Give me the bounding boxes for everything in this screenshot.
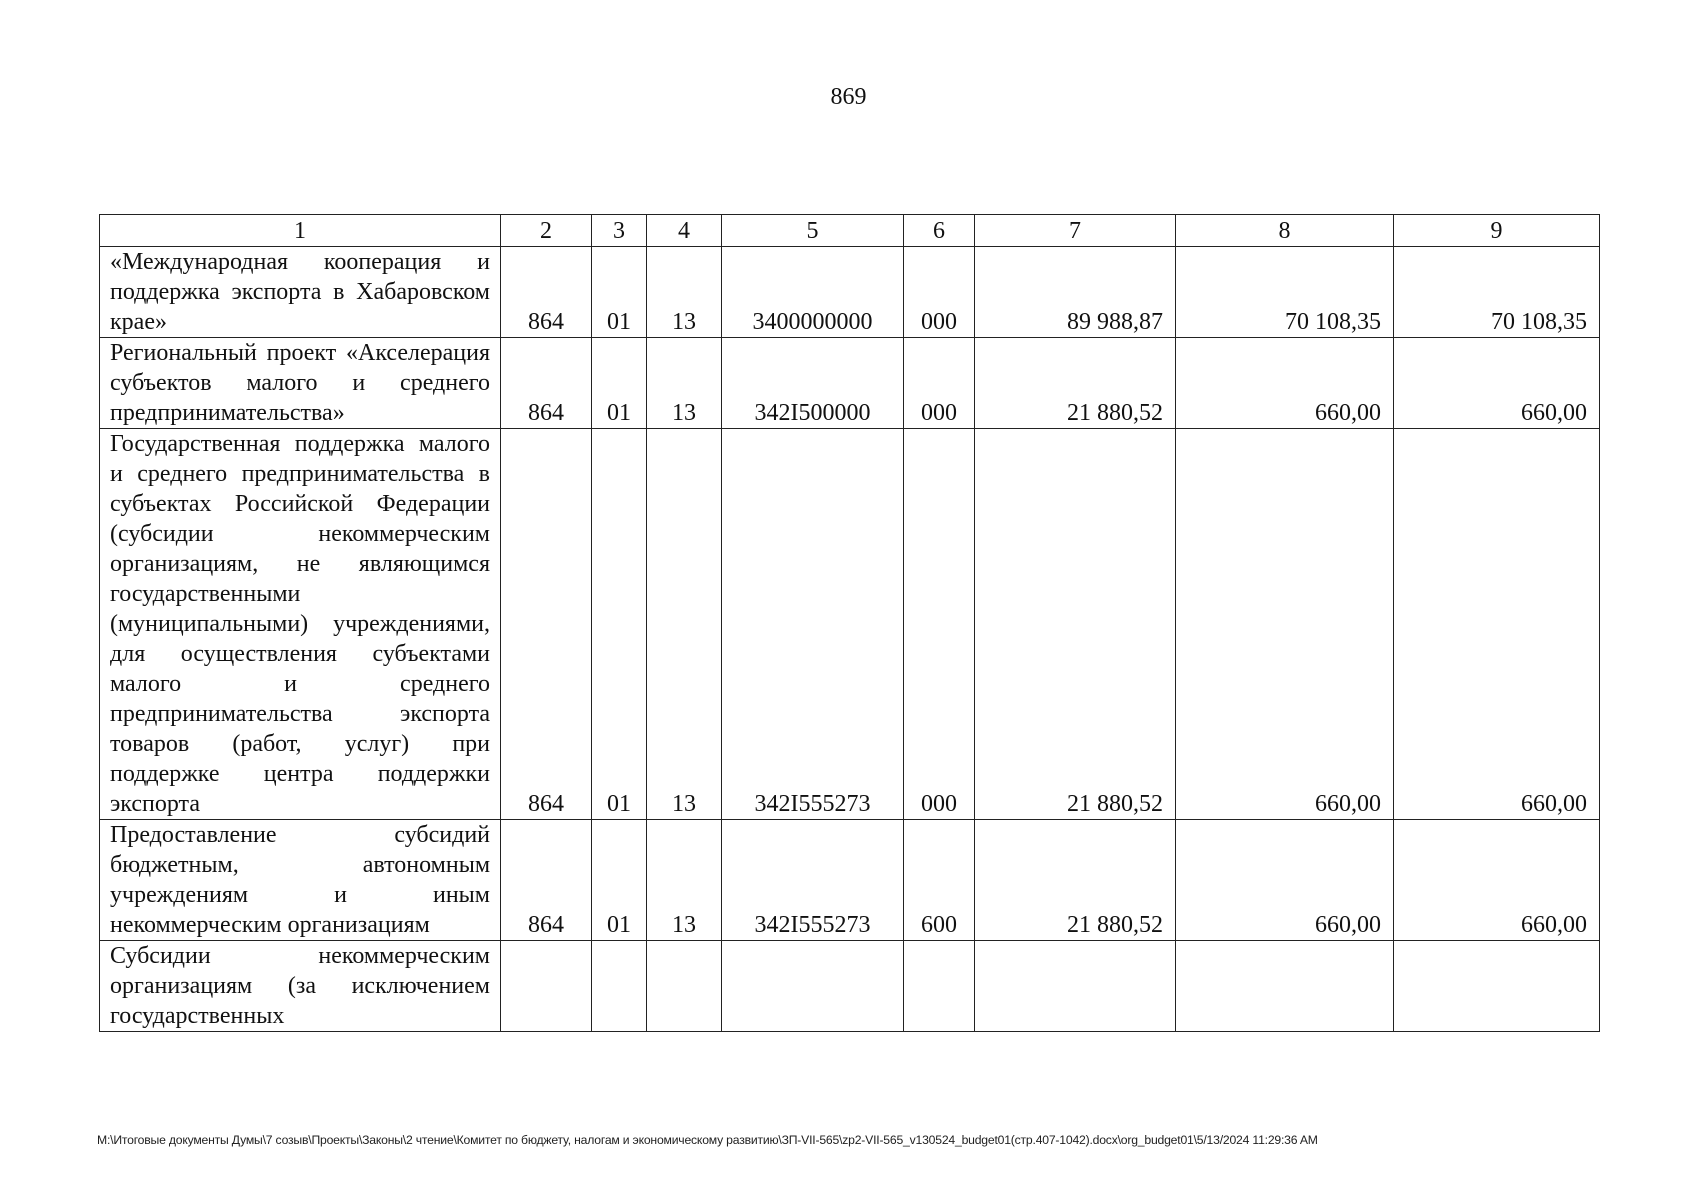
row-name: Государственная поддержка малого и среднего предпринимательства в субъектах Российской Федерации (субсидии некоммерческим организациям, не являющимся государственными (муниципальными) учреждениями, для осуществления субъектами малого и среднего предпринимательства экспорта товаров (работ, услуг) при поддержке центра поддержки экспорта bbox=[100, 429, 501, 820]
cell-amount: 660,00 bbox=[1176, 338, 1394, 429]
row-name: Региональный проект «Акселерация субъектов малого и среднего предпринимательства» bbox=[100, 338, 501, 429]
cell-code: 342I555273 bbox=[722, 820, 904, 941]
column-header: 1 bbox=[100, 215, 501, 247]
budget-table bbox=[99, 214, 1600, 1032]
column-header: 3 bbox=[592, 215, 647, 247]
cell-code: 864 bbox=[501, 820, 592, 941]
table-row bbox=[100, 247, 1600, 338]
cell-code: 01 bbox=[592, 338, 647, 429]
column-header: 7 bbox=[975, 215, 1176, 247]
cell-empty bbox=[1394, 941, 1600, 1032]
cell-code: 864 bbox=[501, 247, 592, 338]
cell-code: 13 bbox=[647, 429, 722, 820]
row-name: Субсидии некоммерческим организациям (за исключением государственных bbox=[100, 941, 501, 1032]
column-header: 8 bbox=[1176, 215, 1394, 247]
footer-file-path: M:\Итоговые документы Думы\7 созыв\Проекты\Законы\2 чтение\Комитет по бюджету, налогам и экономическому развитию\ЗП-VII-565\zp2-VII-565_v130524_budget01(стр.407-1042).docx\org_budget01\5/13/2024 11:29:36 AM bbox=[97, 1133, 1318, 1147]
cell-code: 13 bbox=[647, 338, 722, 429]
cell-code: 600 bbox=[904, 820, 975, 941]
cell-code: 3400000000 bbox=[722, 247, 904, 338]
cell-code: 01 bbox=[592, 820, 647, 941]
cell-code: 000 bbox=[904, 338, 975, 429]
column-header: 4 bbox=[647, 215, 722, 247]
cell-empty bbox=[904, 941, 975, 1032]
cell-amount: 70 108,35 bbox=[1176, 247, 1394, 338]
cell-code: 864 bbox=[501, 429, 592, 820]
cell-code: 342I500000 bbox=[722, 338, 904, 429]
table-row bbox=[100, 429, 1600, 820]
cell-code: 000 bbox=[904, 247, 975, 338]
cell-empty bbox=[501, 941, 592, 1032]
column-number-row bbox=[100, 215, 1600, 247]
column-header: 9 bbox=[1394, 215, 1600, 247]
cell-code: 01 bbox=[592, 429, 647, 820]
column-header: 5 bbox=[722, 215, 904, 247]
cell-code: 000 bbox=[904, 429, 975, 820]
cell-amount: 660,00 bbox=[1394, 820, 1600, 941]
cell-amount: 21 880,52 bbox=[975, 820, 1176, 941]
cell-amount: 70 108,35 bbox=[1394, 247, 1600, 338]
column-header: 6 bbox=[904, 215, 975, 247]
cell-amount: 21 880,52 bbox=[975, 429, 1176, 820]
cell-amount: 21 880,52 bbox=[975, 338, 1176, 429]
cell-amount: 660,00 bbox=[1394, 338, 1600, 429]
cell-empty bbox=[592, 941, 647, 1032]
cell-amount: 89 988,87 bbox=[975, 247, 1176, 338]
cell-empty bbox=[975, 941, 1176, 1032]
cell-empty bbox=[1176, 941, 1394, 1032]
row-name: Предоставление субсидий бюджетным, автономным учреждениям и иным некоммерческим организациям bbox=[100, 820, 501, 941]
cell-code: 01 bbox=[592, 247, 647, 338]
cell-amount: 660,00 bbox=[1394, 429, 1600, 820]
table-row bbox=[100, 941, 1600, 1032]
cell-code: 342I555273 bbox=[722, 429, 904, 820]
cell-code: 13 bbox=[647, 247, 722, 338]
column-header: 2 bbox=[501, 215, 592, 247]
cell-empty bbox=[722, 941, 904, 1032]
row-name: «Международная кооперация и поддержка экспорта в Хабаровском крае» bbox=[100, 247, 501, 338]
cell-empty bbox=[647, 941, 722, 1032]
page-number: 869 bbox=[830, 84, 867, 110]
table-row bbox=[100, 338, 1600, 429]
table-row bbox=[100, 820, 1600, 941]
cell-code: 864 bbox=[501, 338, 592, 429]
cell-amount: 660,00 bbox=[1176, 820, 1394, 941]
cell-amount: 660,00 bbox=[1176, 429, 1394, 820]
cell-code: 13 bbox=[647, 820, 722, 941]
